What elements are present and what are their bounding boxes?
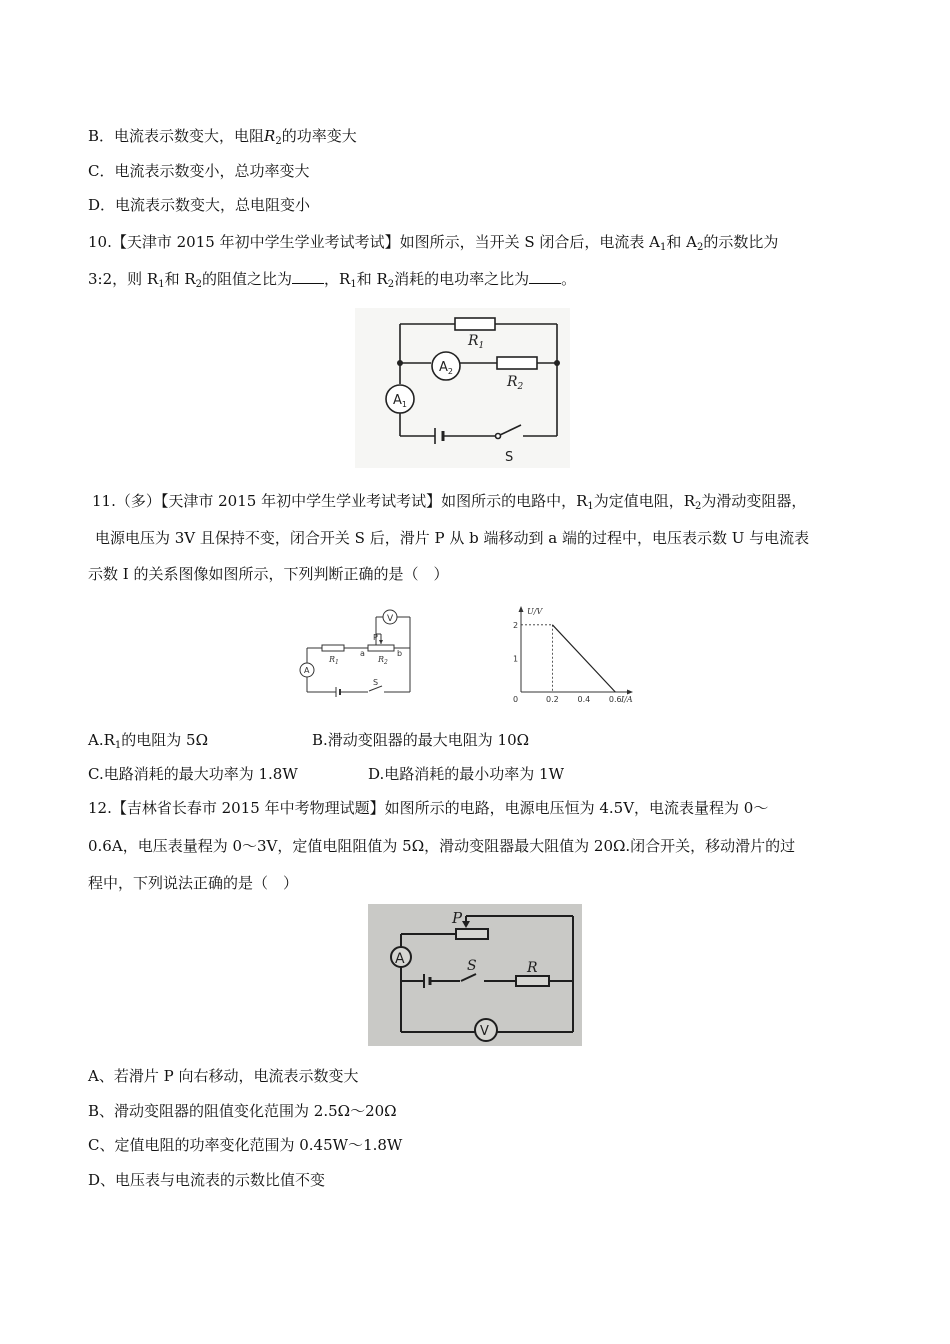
a2-label-main: A [439, 360, 448, 375]
q11-stem-line1 [92, 491, 806, 511]
q10-stem-line1 [88, 232, 778, 252]
r1-label-main: R [329, 655, 336, 664]
q11-option-b: B.滑动变阻器的最大电阻为 10Ω [312, 731, 530, 749]
q11-l1-sub1: 1 [587, 501, 594, 512]
q10-l2-sub4: 2 [387, 279, 395, 290]
slider-label: P [373, 633, 378, 642]
q9-option-b-sub: 2 [275, 136, 282, 147]
r2-resistor [497, 357, 537, 369]
q12-stem-line2: 0.6A，电压表量程为 0～3V，定值电阻阻值为 5Ω，滑动变阻器最大阻值为 20Ω.闭合开关，移动滑片的过 [88, 837, 796, 855]
switch-label: S [467, 958, 477, 974]
terminal-b-label: b [397, 649, 403, 658]
q12-stem-line3: 程中，下列说法正确的是（ ） [88, 874, 299, 892]
q9-option-b-symbol: R [264, 127, 276, 145]
q10-l1-c: 的示数比为 [703, 233, 779, 251]
r1-label [328, 655, 339, 666]
answer-blank-2[interactable] [529, 269, 561, 284]
q11-l1-sub2: 2 [695, 501, 702, 512]
r2-slide-rheostat [368, 645, 394, 651]
q11-circuit-svg [294, 600, 439, 705]
q10-fig-bg [355, 308, 570, 468]
q11-stem-line3: 示数 I 的关系图像如图所示，下列判断正确的是（ ） [88, 565, 449, 583]
resistor-label: R [527, 960, 538, 976]
q10-l2-g: 。 [561, 270, 577, 288]
slider-arrow-icon [379, 640, 383, 644]
q10-l2-b: 和 R [164, 270, 196, 288]
rheostat [456, 929, 488, 939]
q11-ui-graph [505, 600, 645, 710]
x-tick-0.2: 0.2 [546, 695, 559, 704]
q11-option-a-text-end: 的电阻为 5Ω [121, 731, 209, 749]
q12-circuit-svg [368, 904, 582, 1046]
q10-l2-sub1: 1 [158, 279, 165, 290]
y-tick-1: 1 [513, 654, 519, 664]
q10-l1-b: 和 A [666, 233, 697, 251]
q10-circuit-svg [355, 308, 570, 468]
q11-circuit-diagram [294, 600, 439, 705]
q11-l1-b: 为定值电阻，R [593, 492, 696, 510]
y-tick-2: 2 [513, 620, 519, 630]
q10-l2-sub2: 2 [195, 279, 203, 290]
a2-label-sub: 2 [447, 367, 453, 376]
x-axis-arrow-icon [627, 690, 633, 695]
origin-label: 0 [513, 695, 519, 704]
q12-option-a: A、若滑片 P 向右移动，电流表示数变大 [88, 1067, 359, 1085]
q10-circuit-diagram [355, 308, 570, 468]
x-tick-0.4: 0.4 [577, 695, 591, 704]
q11-graph-svg [505, 600, 645, 710]
q12-option-d: D、电压表与电流表的示数比值不变 [88, 1171, 326, 1189]
q9-option-b-text: B．电流表示数变大，电阻 [88, 127, 265, 145]
r1-resistor [455, 318, 495, 330]
voltmeter-label: V [387, 614, 394, 624]
ammeter-label: A [304, 666, 310, 675]
q11-option-a-sub: 1 [114, 740, 122, 751]
x-axis-title: I/A [621, 695, 633, 704]
answer-blank-1[interactable] [292, 269, 324, 284]
slider-label: P [452, 909, 463, 927]
q10-l2-d: ，R [324, 270, 351, 288]
y-axis-arrow-icon [519, 606, 524, 612]
switch-label: S [373, 678, 379, 687]
r2-label-sub: 2 [384, 659, 388, 666]
q10-l1-sub2: 2 [696, 242, 704, 253]
q11-option-d: D.电路消耗的最小功率为 1W [368, 765, 564, 783]
q9-option-c: C．电流表示数变小，总功率变大 [88, 162, 310, 180]
r1-label-sub: 1 [478, 341, 485, 351]
q11-option-a [88, 730, 208, 750]
q11-stem-line2: 电源电压为 3V 且保持不变，闭合开关 S 后，滑片 P 从 b 端移动到 a 端的过程中，电压表示数 U 与电流表 [95, 529, 810, 547]
switch-label: S [505, 450, 514, 465]
ammeter-label: A [395, 951, 405, 967]
r2-label-main: R [378, 655, 385, 664]
a1-label-sub: 1 [401, 400, 407, 409]
r1-label-main: R [468, 333, 479, 349]
x-tick-0.6: 0.6 [608, 695, 622, 704]
q10-l2-a: 3:2，则 R [88, 270, 159, 288]
fixed-resistor-r [516, 976, 549, 986]
r2-label [377, 655, 388, 666]
r1-resistor [322, 645, 344, 651]
q10-l1-sub1: 1 [659, 242, 667, 253]
q10-stem-line2 [88, 269, 576, 289]
q10-l1-a: 10.【天津市 2015 年初中学生学业考试考试】如图所示，当开关 S 闭合后，电流表 A [88, 233, 660, 251]
q10-l2-c: 的阻值之比为 [202, 270, 293, 288]
r2-label-sub: 2 [517, 382, 524, 392]
q12-option-b: B、滑动变阻器的阻值变化范围为 2.5Ω～20Ω [88, 1102, 397, 1120]
q12-option-c: C、定值电阻的功率变化范围为 0.45W～1.8W [88, 1136, 403, 1154]
q12-circuit-diagram [368, 904, 582, 1046]
q11-l1-a: 11.（多）【天津市 2015 年初中学生学业考试考试】如图所示的电路中，R [92, 492, 588, 510]
q10-l2-sub3: 1 [350, 279, 357, 290]
q9-option-b-text-end: 的功率变大 [281, 127, 357, 145]
q11-l1-c: 为滑动变阻器， [701, 492, 807, 510]
r1-label-sub: 1 [335, 659, 339, 666]
q10-l2-f: 消耗的电功率之比为 [394, 270, 530, 288]
data-line-series [552, 625, 615, 692]
y-axis-title: U/V [527, 607, 543, 616]
q11-option-c: C.电路消耗的最大功率为 1.8W [88, 765, 298, 783]
voltmeter-label: V [480, 1024, 489, 1039]
terminal-a-label: a [360, 649, 365, 658]
q11-option-a-text: A.R [88, 731, 115, 749]
r2-label-main: R [507, 374, 518, 390]
junction-dot [397, 360, 403, 366]
q9-option-b [88, 126, 357, 146]
q10-l2-e: 和 R [356, 270, 388, 288]
q12-stem-line1: 12.【吉林省长春市 2015 年中考物理试题】如图所示的电路，电源电压恒为 4.5V，电流表量程为 0～ [88, 799, 769, 817]
q9-option-d: D．电流表示数变大，总电阻变小 [88, 196, 311, 214]
junction-dot [554, 360, 560, 366]
a1-label-main: A [393, 393, 402, 408]
